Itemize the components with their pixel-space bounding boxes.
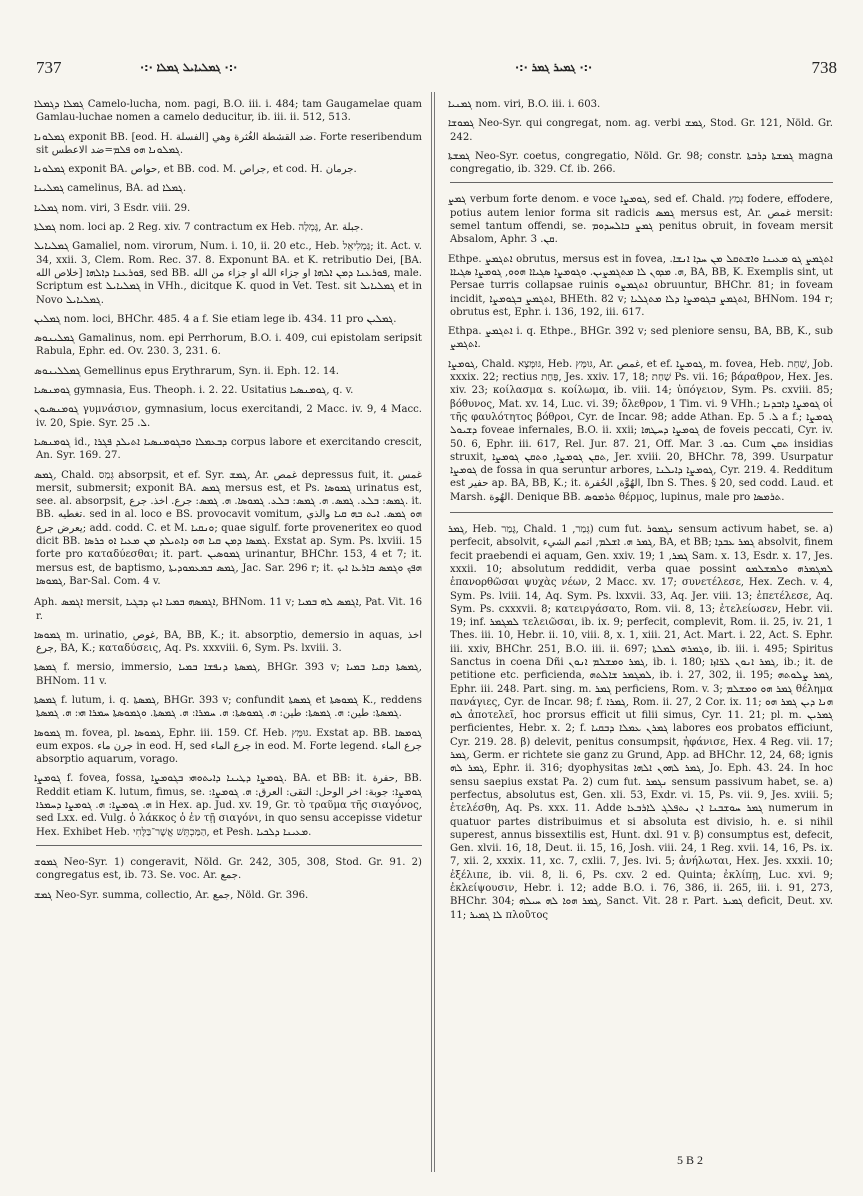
dictionary-entry: Aph. ܐܓܡܣ mersit, ܐܓܡܣܗ ܒܡܝܐ ܐܝܟ ܕܒܓܝܐ, BHNom. 11 v; ܐܓܡܣ ܠܗ ܒܡܝܐ, Pat. Vit. 16 r.	[34, 597, 423, 622]
dictionary-entry: ܓܘܡܢܣܝܐ id., ܕܒܥܡܠܐ ܘܒܓܘܡܢܣܝܐ ܐܬܝܠܕ ܦܓܪܐ corpus labore et exercitando crescit, An. Syr. 169. 27.	[34, 436, 422, 462]
dictionary-entry: ܓܘܡܢܣܝܐ gymnasia, Eus. Theoph. i. 2. 22. Usitatius ܓܘܡܢܣܝܐ, q. v.	[34, 385, 354, 397]
dictionary-entry: ܓܡܨ verbum forte denom. e voce ܓܘܡܨܐ, sed ef. Chald. גְּמַץ fodere, effodere, potius autem lenior forma sit radicis ܓܡܣ mersus est, Ar. غمص mersit: semel tantum offendi, se. ܓܡܨ ܒܐܠܚܕܘܡ penitus obruit, in foveam mersit Absalom, Aphr. ܩܢ. 3.	[448, 194, 833, 246]
dictionary-entry: ܓܡܫܬܐ Neo-Syr. coetus, congregatio, Nöld. Gr. 98; constr. ܓܡܫܬܐ ܕܪܒܬܐ magna congregatio, ib. 329. Cf. ib. 266.	[448, 150, 834, 176]
signature-mark: 5 B 2	[676, 1153, 703, 1167]
dictionary-entry: Ethpa. ܐܬܓܡܨ i. q. Ethpe., BHGr. 392 v; sed pleniore sensu, BA, BB, K., sub ܐܬܓܡܨ.	[448, 326, 834, 351]
dictionary-entry: ܓܡܪ, Heb. גָּמַר, Chald. גְּמַר, 1) cum fut. ܢܓܡܘܪ sensum activum habet, se. a) perfecit, absolvit, ܓܡܪ ܗ. ܐܫܠܡ, اتمم الشيء, BA, et BB; ܓܡܪ ܥܒܕܐ absolvit, finem fecit praebendi ei aquam, Gen. xxiv. 19; ܓܡܪ, 1 Sam. x. 13, Esdr. x. 17, Jes. xxxii. 10; absolutum reddidit, verba quae possint ܠܡܓܡܪܗ ܘܠܡܫܠܡܘ ἐπανορθῶσαι ψυχὰς νέων, 2 Macc. xv. 17; συνετέλεσε, Hex. Zech. v. 4, Sym. Ps. lviii. 14, Aq. Sym. Ps. lxxvii. 33, Aq. Jer. viii. 13; ἐπετέλεσε, Aq. Sym. Ps. cxxxvii. 8; κατειργάσατο, Rom. vii. 8, 13; ἐτελείωσεν, Hebr. vii. 19; inf. ܠܡܓܡܪ τελειῶσαι, ib. ix. 9; perfecit, complevit, Rom. ii. 25, iv. 21, 1 Thes. iii. 10, Hebr. ii. 10, viii. 8, x. 1, xiii. 21, Act. Mart. i. 22, Act. S. Ephr. iii. xxiv, BHChr. 251, B.O. iii. ii. 697; ܘܓܡܪܗ ܠܡܠܬܐ, ib. iii. i. 495; Spiritus Sanctus in coena Dñi ܓܡܪ ܘܡܫܠܡ ܐܢܘܢ, ib. i. 180; ܓܡܪ ܐܢܘܢ ܠܪ̈ܐܙܐ, ib.; it. de petitione etc. perficienda, ܠܡܓܡܪ ܫܐܠܬܗ, ib. i. 27, 302, ii. 195; ܓܡܪ ܨܠܘܬܗ, Ephr. iii. 248. Part. sing. m. ܓܡܪ perficiens, Rom. v. 3; ܓܡܪ ܗܘ ܘܡܫܠܡ θέλημα πανάγιες, Cyr. de Incar. 98; f. ܓܡܪܐ, Rom. ii. 27, 2 Cor. ix. 11; ܗܢܐ ܕܝܢ ܓܡܪ ܗܘ ܠܗ ἀποτελεῖ, hoc prorsus efficit ut filii simus, Cyr. 11. 21; pl. m. ܓܡܪܝܢ perficientes, Hebr. x. 2; f. ܓܡܪܢ ܥܡܠܐ ܕܒܩܝܐ labores eos probatos efficiunt, Cyr. 219. 28. β) delevit, penitus consumpsit, ἠφάνισε, Hex. 4 Reg. vii. 17; ܓܡܪ, Germ. er richtete sie ganz zu Grund, App. ad BHChr. 12, 24, 68; ignis ܓܡܪ ܠܗ, Ephr. ii. 316; dyophysitas ܓܡܪ ܠܗܘܢ ܐܠܗܐ, Jo. Eph. 43. 24. In hoc sensu saepius exstat Pa. 2) cum fut. ܢܓܡܪ sensum passivum habet, se. a) perfectus, absolutus est, Gen. xli. 53, Exdr. vi. 15, Ps. vii. 9, Jes. xviii. 5; ἐτελέσθη, Aq. Ps. xxx. 11. Adde ܓܡܪ ܚܘܫܒܢܐ ܐܢ ܢܬܦܠܓ ܠܐܪܒܥܐ numerum in quatuor partes distribuimus et si absoluta est divisio, h. e. si nihil superest, annus bissextilis est, Hunt. dxl. 91 v. β) consumptus est, defecit, Gen. xlvii. 16, 18, Deut. ii. 15, 16, Josh. viii. 24, 1 Reg. xvii. 14, 16, Ps. ix. 7, xii. 2, xxxix. 11, xc. 7, cxlii. 7, Jes. lvi. 5; ἀνήλωται, Hex. Jes. xxxii. 10; ἐξέλιπε, ib. vii. 8, li. 6, Ps. cxv. 2 ed. Quinta; ἐκλίπῃ, Luc. xvi. 9; ἐκλείψουσιν, Hebr. i. 12; adde B.O. i. 76, 386, ii. 265, iii. i. 91, 273, BHChr. 304; ܓܡܪ ܗܘܐ ܠܗ ܚܝܠܗ, Sanct. Vit. 28 r. Part. ܓܡܝܪ deficit, Deut. xv. 11; ܠܐ ܓܡܝܪ πλοῦτος	[448, 524, 834, 921]
dictionary-entry: ܓܘܡܢܣܝܘܢ γυμνάσιον, gymnasium, locus exercitandi, 2 Macc. iv. 9, 4 Macc. iv. 20, Spie. Syr. ܠ. 25.	[34, 404, 422, 429]
dictionary-entry: ܓܡܠܝܐ nom. viri, 3 Esdr. viii. 29.	[34, 202, 191, 214]
left-page-header	[0, 0, 430, 92]
section-rule	[450, 512, 833, 513]
dictionary-entry: Ethpe. ܐܬܓܡܨ obrutus, mersus est in fovea, ܐܬܓܡܨ ܓܘ ܡܥܝܢܐ ܘܐܫܬܩܠ ܡܢ ܚܕܐ ܐܢܫܐ. ܗ. ܡܕܘܢ ܠܐ ܡܬܓܡܨܝܢ. ܘܓܘܡܨܐ ܣܓܝܐܐ ܗܘܘ, ܓܘܡܨܐ ܣܓܝܐܐ, BA, BB, K. Exemplis sint, ut Persae turris collapsae ruinis ܐܬܓܡܨܘ obruuntur, BHChr. 81; in foveam incidit, ܐܬܓܡܨ ܒܓܘܡܨܐ, BHEth. 82 v; ܐܬܓܡܨ ܒܓܘܡܨܐ ܕܠܐ ܡܬܓܠܝܐ, BHNom. 194 r; obrutus est, Ephr. i. 136, 192, iii. 617.	[448, 253, 834, 318]
column-divider	[434, 92, 435, 1172]
dictionary-entry: ܓܡܘܫ Neo-Syr. 1) congeravit, Nöld. Gr. 242, 305, 308, Stod. Gr. 91. 2) congregatus est, ib. 73. Se. voc. Ar. جمع.	[34, 856, 422, 882]
left-column	[36, 98, 422, 908]
section-rule	[36, 845, 422, 846]
dictionary-entry: ܓܡܠܬܐ nom. loci ap. 2 Reg. xiv. 7 contractum ex Heb. גֶּמְלָה, Ar. جبلة.	[34, 222, 364, 234]
dictionary-entry: ܓܡܠܐ ܕܓܡܠܐ Camelo-lucha, nom. pagi, B.O. iii. i. 484; tam Gaugamelae quam Gamlau-luchae nomen a camelo deducitur, ib. iii. ii. 512, 513.	[34, 99, 423, 124]
dictionary-entry: ܓܡܠܝܢܐ camelinus, BA. ad ܓܡܠܐ.	[34, 183, 187, 195]
dictionary-entry: ܓܡܫ Neo-Syr. summa, collectio, Ar. جمع, Nöld. Gr. 396.	[34, 889, 309, 901]
dictionary-entry: ܓܡܘܫܐ Neo-Syr. qui congregat, nom. ag. verbi ܓܡܫ, Stod. Gr. 121, Nöld. Gr. 242.	[448, 118, 833, 143]
right-column	[450, 98, 833, 930]
right-page-number: 738	[811, 58, 837, 77]
dictionary-entry: ܓܡܣܬܐ f. lutum, i. q. ܓܡܣܬܐ, BHGr. 393 v; confundit ܓܡܣܬܐ et ܓܡܘܣܬܐ K., reddens ܓܡܣܬܐ: طين: ܗ. ܓܡܣܬܐ: طين: ܗ. ܓܡܘܣܬܐ: ܗ. ܚܡܪܐ: ܗ. ܓܡܣܬܐ. ܘܓܡܘܣܬܐ ܚܡܪܐ ܗܝ: ܗ. ܓܡܣܬܐ.	[34, 694, 422, 720]
dictionary-entry: ܓܡܠܝܢܘܣ Gamalinus, nom. epi Perrhorum, B.O. i. 409, cui epistolam seripsit Rabula, Ephr. ed. Ov. 230. 3, 231. 6.	[34, 333, 422, 358]
dictionary-entry: ܓܘܡܨܐ f. fovea, fossa, ܓܘܡܨܐ ܕܛܝܢܐ ܕܐܝܬܘܗܝ ܒܓܘܡܨܐ. BA. et BB: it. حفرة, BB. Reddit etiam K. lutum, fimus, se. ܓܘܡܨܐ: جوبة: اخر الوحل: التقى: العرق: ܗ. ܓܘܡܨܐ: ܗ. ܓܘܡܨܐ: ܗ. ܓܘܡܨܐ ܕܚܡܪܐ in Hex. ap. Jud. xv. 19, Gr. τὸ τραῦμα τῆς σιαγόνος, sed Lxx. ed. Vulg. ὁ λάκκος ὁ ἐν τῇ σιαγόνι, in quo sensu accepisse videtur Hex. Exhibet Heb. הַמַּכְתֵּשׁ אֲשֶׁר־בַּלֶּחִי, et Pesh. ܡܥܝܢܐ ܕܠܟܝܐ.	[34, 773, 423, 838]
column-divider	[431, 92, 432, 1172]
section-rule	[450, 182, 833, 183]
dictionary-entry: ܓܘܡܨܐ, Chald. גּוּמָּצָא, Heb. גּוּמָּץ, Ar. غمص, et ef. ܓܘܡܨܐ, m. fovea, Heb. שַׁחַת, Job. xxxix. 22; rectius פַּחַת, Jes. xxiv. 17, 18; שַׁחַת Ps. vii. 16; βάραθρον, Hex. Jes. xiv. 23; κοίλασμα s. κοίλωμα, ib. viii. 14; ὑπόγειον, Sym. Ps. cxviii. 85; βόθυνος, Mat. xv. 14, Luc. vi. 39; ὄλεθρον, 1 Tim. vi. 9 VHh.; ܓܘܡܨܐ ܕܐܒܕܢܐ οἱ τῆς φαυλότητος βόθροι, Cyr. de Incar. 98; adde Athan. Ep. ܠ. 5 a f.; ܓܘܡܨܐ ܕܫܝܘܠ foveae infernales, B.O. ii. xxii; ܓܘܡܨܐ ܕܚܛܗܐ de foveis peccati, Cyr. iv. 50. 6, Ephr. iii. 617, Rel. Jur. 87. 21, Off. Mar. ܟܘ. 3. Cum ܬܩܢ insidias struxit, ܬܩܢ ܓܘܡܨܐ, ܘܬܩܢ ܓܘܡܨܐ, Jer. xviii. 20, BHChr. 78, 399. Usurpatur ܓܘܡܨܐ de fossa in qua seruntur arbores, ܓܘܡܨܐ ܕܐܝܠܢܐ, Cyr. 219. 4. Redditum est حفير ap. BA, BB, K.; it. الهُوَّة, الحُفرة, Ibn S. Thes. § 20, sed codd. Laud. et Marsh. الهُوة. Denique BB. ܬܪܡܘܣ θέρμος, lupinus, male pro ܬܪܡܣܐ.	[448, 358, 834, 503]
dictionary-entry: ܓܡܠܘܢܐ exponit BB. [eod. H. الفسلة] ضد القشطة الغُثرة وهي. Forte reseribendum sit ܓܡܠܘܢܐ ܗܘ ܦܠܡ=ضد الاعطس.	[34, 131, 422, 156]
dictionary-entry: ܓܡܠܝܢ nom. loci, BHChr. 485. 4 a f. Sie etiam lege ib. 434. 11 pro ܓܡܠܝܢ.	[34, 313, 397, 325]
left-page-number: 737	[36, 58, 62, 77]
dictionary-entry: ܓܡܠܝܐܝܠ Gamaliel, nom. virorum, Num. i. 10, ii. 20 etc., Heb. גַּמְלִיאֵל; it. Act. v. 34, xxii. 3, Clem. Rom. Rec. 37. 8. Exponunt BA. et K. retributio Dei, [BA. خلاص الله] ܦܘܪܥܢܐ ܕܐܠܗܐ, sed BB. ܦܘܪܥܢܐ ܕܡܢ ܐܠܗܐ او جزاء الله او جزاء من الله, male. Scriptum est ܓܡܠܝܐܝܠ in VHh., dicitque K. quod in Vet. Test. sit ܓܡܠܝܐܝܠ et in Novo ܓܡܠܝܐܝܠ.	[34, 241, 422, 306]
right-running-head: ·:· ܓܡܝܪ ܓܡܪ ·:·	[515, 61, 593, 74]
dictionary-entry: ܓܡܠܠܝܢܘܣ Gemellinus epus Erythrarum, Syn. ii. Eph. 12. 14.	[34, 365, 339, 377]
dictionary-entry: ܓܡܣ, Chald. גְּמַס absorpsit, et ef. Syr. ܓܡܫ, Ar. غمص depressus fuit, it. غمس mersit, submersit; exponit BA. ܓܡܣ mersus est, et Ps. ܓܡܘܣܐ urinatus est, see. al. absorpsit, ܓܡܣ: ܒܠܥ. ܓܡܣ. ܗ. ܓܡܣ: ܒܠܥ. ܓܡܘܣܐ. ܗ. ܓܡܣ: جرع. اخذ. جرع. it. BB. تغطيه. sed in al. loco e BS. provocavit vomitum, ܗܘ ܓܡܣ. ܐܝܬ ܒܗ ܩܝܐ والذي يعرض جرع; add. codd. C. et M. ܘܢܩܝܐ; quae sigulf. forte proveneritex eo quod dicit BB. ܓܡܣܐ ܕܡܢ ܩܝܐ ܗܘ ܕܐܬܝܠܕ ܡܢ ܡܥܝܐ ܐܘ ܟܪܣܐ. Exstat ap. Sym. Ps. lxviii. 15 forte pro καταδύεσθαι; it. part. ܓܡܘܣܝܢ urinantur, BHChr. 153, 4 et 7; it. mersus est, de baptismo, ܓܡܣ ܒܡܥܡܘܕܝܬܐ, Jac. Sar. 296 r; it. ܗܦܟ ܘܓܡܣ ܒܐܪܥܐ ܐܝܟ ܓܡܘܣܐ, Bar-Sal. Com. 4 v.	[34, 469, 423, 587]
dictionary-entry: ܓܡܣܬܐ f. mersio, immersio, ܓܡܣܬܐ ܕܢܦܫܐ ܒܡܝܐ, BHGr. 393 v; ܓܡܣܬܐ ܕܩܝܐ ܒܡܝܐ, BHNom. 11 v.	[34, 662, 422, 687]
right-page-header	[433, 0, 863, 92]
dictionary-entry: ܓܡܢܝܐ nom. viri, B.O. iii. i. 603.	[448, 99, 601, 110]
dictionary-entry: ܓܡܘܣܐ m. fovea, pl. ܓܡܘܣܐ, Ephr. iii. 159. Cf. Heb. גּוּמָּץ. Exstat ap. BB. ܓܘܡܣܐ eum expos. جرن ماء in eod. H, sed جرع الماء in eod. M. Forte legend. جرع الماء absorptio aquarum, vorago.	[34, 727, 423, 766]
dictionary-entry: ܓܡܠܘܢܐ exponit BA. حواص, et BB. cod. M. جراص, et cod. H. جرمان.	[34, 164, 357, 176]
left-running-head: ·:· ܓܡܠܝܐܝܠ ܓܡܠܐ ·:·	[140, 61, 238, 74]
dictionary-entry: ܓܡܘܣܐ m. urinatio, غوص, BA, BB, K.; it. absorptio, demersio in aquas, اخذ جرع, BA, K.; καταδύσεις, Aq. Ps. xxxviii. 6, Sym. Ps. lxviii. 3.	[34, 629, 422, 655]
